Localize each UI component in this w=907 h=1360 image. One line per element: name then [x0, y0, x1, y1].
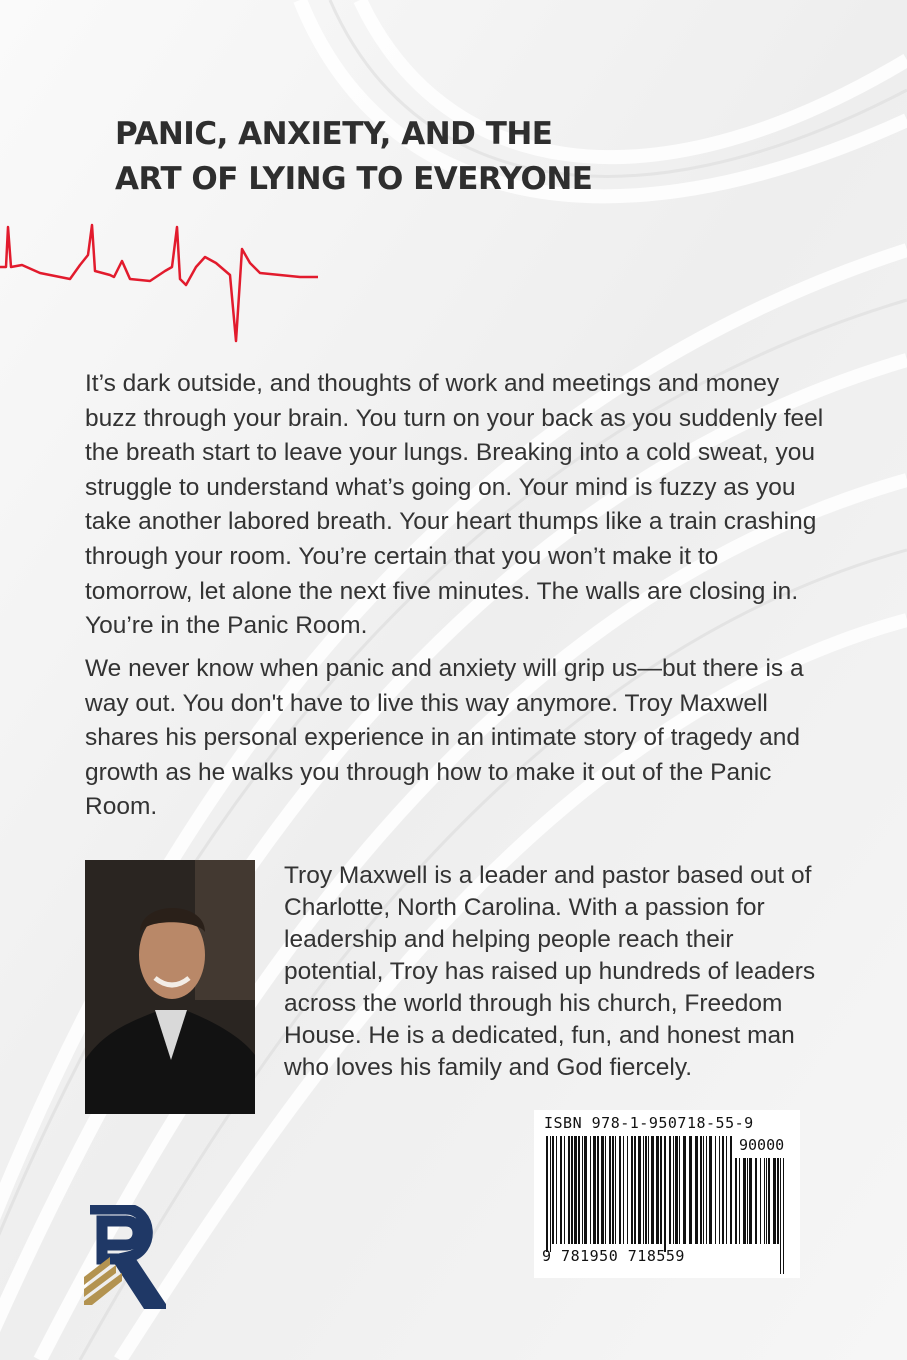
barcode-bar [560, 1136, 562, 1244]
barcode-bar [568, 1136, 570, 1244]
author-bio: Troy Maxwell is a leader and pastor based out of Charlotte, North Carolina. With a passion for leadership and helping people reach their potential, Troy has raised up hundreds of leaders across the world through his church, Freedom House. He is a dedicated, fun, and honest man who loves his family and God fiercely. [284, 862, 816, 1081]
barcode-bar [764, 1158, 765, 1244]
barcode-bar [651, 1136, 654, 1244]
barcode-bar [601, 1136, 604, 1244]
barcode-bar [546, 1136, 548, 1252]
barcode-bar [634, 1136, 636, 1244]
barcode-bar [735, 1158, 737, 1244]
description-paragraph-2: We never know when panic and anxiety will grip us—but there is a way out. You don't have to live this way anymore. Troy Maxwell shares his personal experience in an intimate story of tragedy and growth as he walks you through how to make it out of the Panic Room. [85, 655, 804, 821]
author-photo [85, 860, 255, 1114]
barcode-bar [648, 1136, 649, 1244]
isbn-number: 9 781950 718559 [542, 1247, 685, 1265]
barcode-bar [593, 1136, 596, 1244]
barcode-bar [709, 1136, 712, 1244]
description-paragraph-1: It’s dark outside, and thoughts of work and meetings and money buzz through your brain. You turn on your back as you suddenly feel the breath start to leave your lungs. Breaking into a cold sweat, you struggle to understand what’s going on. Your mind is fuzzy as you take another labored breath. Your heart thumps like a train crashing through your room. You’re certain that you won’t make it to tomorrow, let alone the next five minutes. The walls are closing in. You’re in the Panic Room. [85, 370, 824, 640]
barcode-bar [773, 1158, 776, 1244]
barcode-bar [584, 1136, 587, 1244]
barcode-bar [706, 1136, 707, 1244]
barcode-bar [597, 1136, 599, 1244]
heartbeat-line-icon [0, 205, 330, 355]
headline [115, 112, 675, 202]
price-code: 90000 [739, 1136, 785, 1154]
barcode-bar [669, 1136, 671, 1244]
barcode-bar [673, 1136, 674, 1244]
barcode-bar [722, 1136, 724, 1244]
barcode-bar [739, 1158, 740, 1244]
barcode-bar [749, 1158, 752, 1244]
barcode-bar [780, 1158, 781, 1274]
barcode-bar [743, 1158, 746, 1244]
barcode-bar [564, 1136, 565, 1244]
barcode-bar [638, 1136, 641, 1244]
barcode-bar [623, 1136, 624, 1244]
barcode-bar [679, 1136, 680, 1244]
barcode-bar [700, 1136, 702, 1244]
barcode-bar [747, 1158, 748, 1244]
isbn-label: ISBN 978-1-950718-55-9 [544, 1114, 754, 1132]
barcode-bar [615, 1136, 616, 1244]
barcode-bar [578, 1136, 580, 1244]
barcode-bar [755, 1158, 757, 1244]
barcode-bar [777, 1158, 779, 1244]
barcode-bar [760, 1158, 761, 1244]
barcode-bar [631, 1136, 633, 1244]
barcode-bar [783, 1158, 784, 1274]
barcode-bar [582, 1136, 583, 1244]
barcode-bar [643, 1136, 644, 1244]
barcode-bar [766, 1158, 767, 1244]
barcode-bar [715, 1136, 716, 1244]
barcode-bar [574, 1136, 577, 1244]
barcode-bar [556, 1136, 557, 1244]
barcode-bar [683, 1136, 686, 1244]
barcode-bar [605, 1136, 606, 1244]
barcode-bar [675, 1136, 678, 1244]
barcode-bar [689, 1136, 692, 1244]
headline-line-2: ART OF LYING TO EVERYONE [115, 161, 593, 197]
barcode-bar [612, 1136, 614, 1244]
publisher-logo-icon [84, 1205, 166, 1309]
barcode-bar [768, 1158, 770, 1244]
barcode-bar [730, 1136, 732, 1244]
barcode-bar [571, 1136, 573, 1244]
barcode-bar [627, 1136, 628, 1244]
isbn-barcode [534, 1110, 800, 1278]
barcode-bar [719, 1136, 720, 1244]
headline-line-1: PANIC, ANXIETY, AND THE [115, 116, 553, 152]
barcode-bar [703, 1136, 704, 1244]
barcode-bar [550, 1136, 551, 1252]
barcode-bar [590, 1136, 591, 1244]
barcode-bar [660, 1136, 662, 1244]
barcode-bar [609, 1136, 611, 1244]
barcode-bar [656, 1136, 659, 1244]
barcode-bar [619, 1136, 621, 1244]
barcode-bar [552, 1136, 554, 1244]
barcode-bar [645, 1136, 647, 1244]
barcode-bar [726, 1136, 727, 1244]
barcode-bar [664, 1136, 666, 1252]
barcode-bar [695, 1136, 698, 1244]
